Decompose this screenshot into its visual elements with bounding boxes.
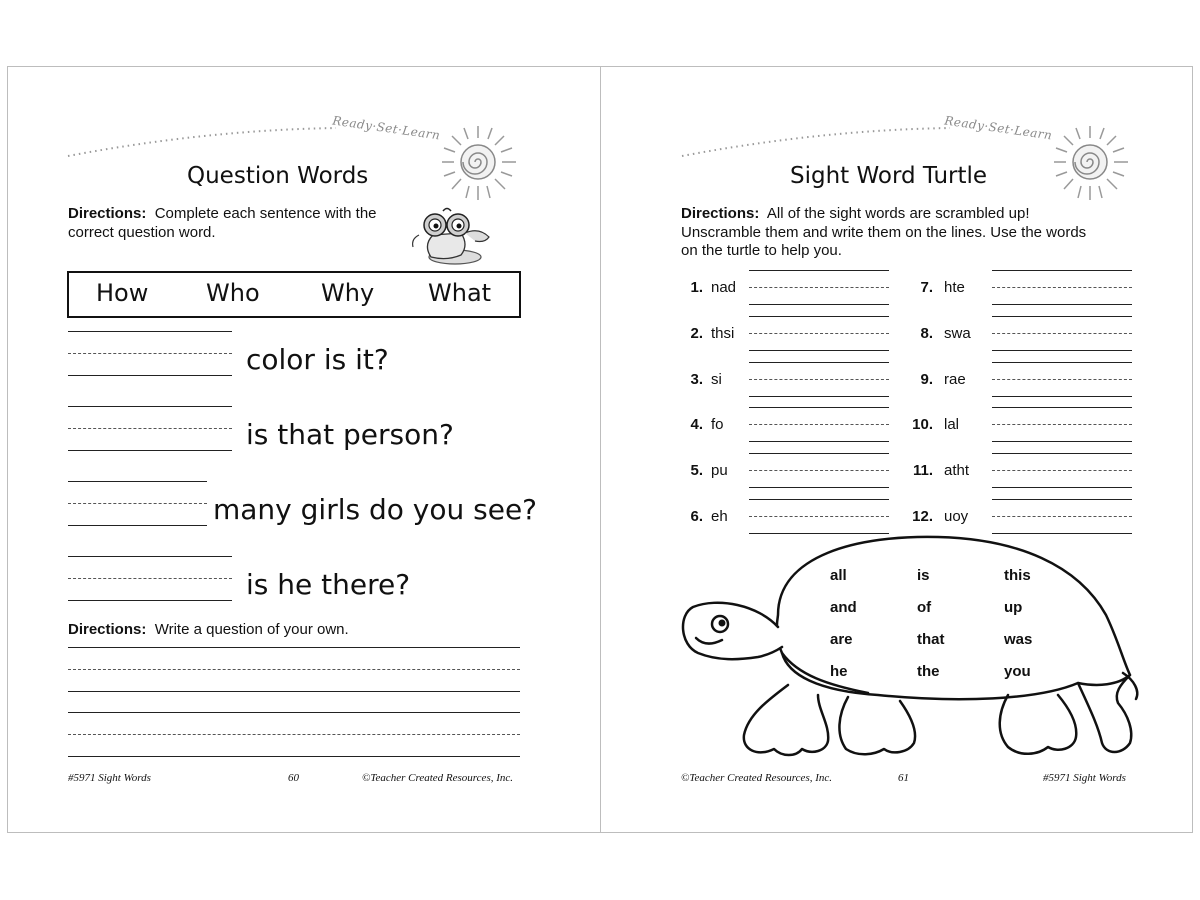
word-bank-what: What: [428, 279, 492, 307]
scrambled-word: nad: [711, 279, 737, 296]
word-bank-box: [67, 271, 521, 318]
item-number: 1.: [690, 279, 703, 296]
item-number: 3.: [690, 370, 703, 388]
scrambled-word: pu: [711, 462, 728, 480]
footer-right: ©Teacher Created Resources, Inc.: [362, 772, 514, 784]
turtle-sight-word: are: [830, 631, 853, 648]
answer-line-4[interactable]: [68, 556, 232, 602]
word-bank-how: How: [96, 279, 149, 307]
turtle-sight-word: you: [1004, 663, 1031, 680]
dotted-arc-decoration: [66, 120, 346, 160]
sentence-4: is he there?: [246, 568, 411, 601]
footer-page-number: 61: [898, 772, 909, 784]
directions-text: Complete each sentence with the correct question word.: [68, 205, 377, 241]
footer-left: #5971 Sight Words: [68, 772, 151, 784]
scrambled-word: fo: [711, 416, 724, 434]
turtle-sight-word: all: [830, 567, 847, 584]
turtle-sight-word: is: [917, 567, 930, 584]
scrambled-word: thsi: [711, 324, 735, 342]
scrambled-word: atht: [944, 462, 970, 480]
page-title: Sight Word Turtle: [790, 163, 988, 189]
scrambled-word: lal: [944, 416, 960, 434]
answer-line-2[interactable]: [68, 406, 232, 452]
sun-icon: [1052, 124, 1132, 204]
footer-right: #5971 Sight Words: [1043, 772, 1126, 784]
footer-left: ©Teacher Created Resources, Inc.: [681, 772, 833, 784]
item-number: 4.: [690, 416, 703, 434]
page-title: Question Words: [187, 163, 369, 189]
directions-own-question: [68, 621, 468, 640]
turtle-sight-word: the: [917, 663, 940, 680]
sentence-3: many girls do you see?: [213, 493, 538, 526]
scrambled-word: si: [711, 370, 722, 388]
turtle-sight-word: that: [917, 631, 945, 648]
directions-label: Directions:: [681, 205, 760, 222]
answer-line-3[interactable]: [68, 481, 207, 527]
turtle-sight-word: was: [1004, 631, 1033, 648]
item-number: 5.: [690, 462, 703, 480]
turtle-sight-word: up: [1004, 599, 1023, 616]
directions-label: Directions:: [68, 205, 147, 222]
item-number: 11.: [912, 462, 933, 480]
scrambled-word: swa: [944, 324, 971, 342]
scrambled-word: uoy: [944, 508, 969, 525]
scrambled-word: rae: [944, 370, 966, 388]
item-number: 2.: [690, 324, 703, 342]
dotted-arc-decoration: [680, 120, 960, 160]
scrambled-word: eh: [711, 508, 728, 525]
own-question-lines-2[interactable]: [68, 712, 520, 758]
directions2-text: Write a question of your own.: [154, 621, 349, 638]
item-number: 9.: [920, 370, 933, 388]
brand-ready-set-learn: Ready·Set·Learn: [331, 113, 442, 143]
sentence-2: is that person?: [246, 418, 454, 451]
own-question-lines-1[interactable]: [68, 647, 520, 693]
sentence-1: color is it?: [246, 343, 389, 376]
footer-page-number: 60: [288, 772, 299, 784]
answer-line-1[interactable]: [68, 331, 232, 377]
item-number: 12.: [912, 508, 933, 525]
brand-ready-set-learn: Ready·Set·Learn: [943, 113, 1054, 143]
word-bank-who: Who: [206, 279, 260, 307]
sun-icon: [440, 124, 520, 204]
word-bank-why: Why: [321, 279, 375, 307]
turtle-sight-word: and: [830, 599, 857, 616]
item-number: 8.: [920, 324, 933, 342]
turtle-sight-word: of: [917, 599, 932, 616]
turtle-illustration: [678, 535, 1138, 770]
directions: [68, 205, 408, 242]
binoculars-character-icon: [405, 205, 500, 267]
directions-text: All of the sight words are scrambled up! Unscramble them and write them on the lines. Use the words on the turtle to help you.: [681, 205, 1087, 259]
directions: [681, 205, 1101, 261]
item-number: 7.: [920, 279, 933, 296]
scrambled-word: hte: [944, 279, 965, 296]
turtle-sight-word: this: [1004, 567, 1031, 584]
item-number: 10.: [912, 416, 933, 434]
item-number: 6.: [690, 508, 703, 525]
turtle-sight-word: he: [830, 663, 848, 680]
directions2-label: Directions:: [68, 621, 147, 638]
